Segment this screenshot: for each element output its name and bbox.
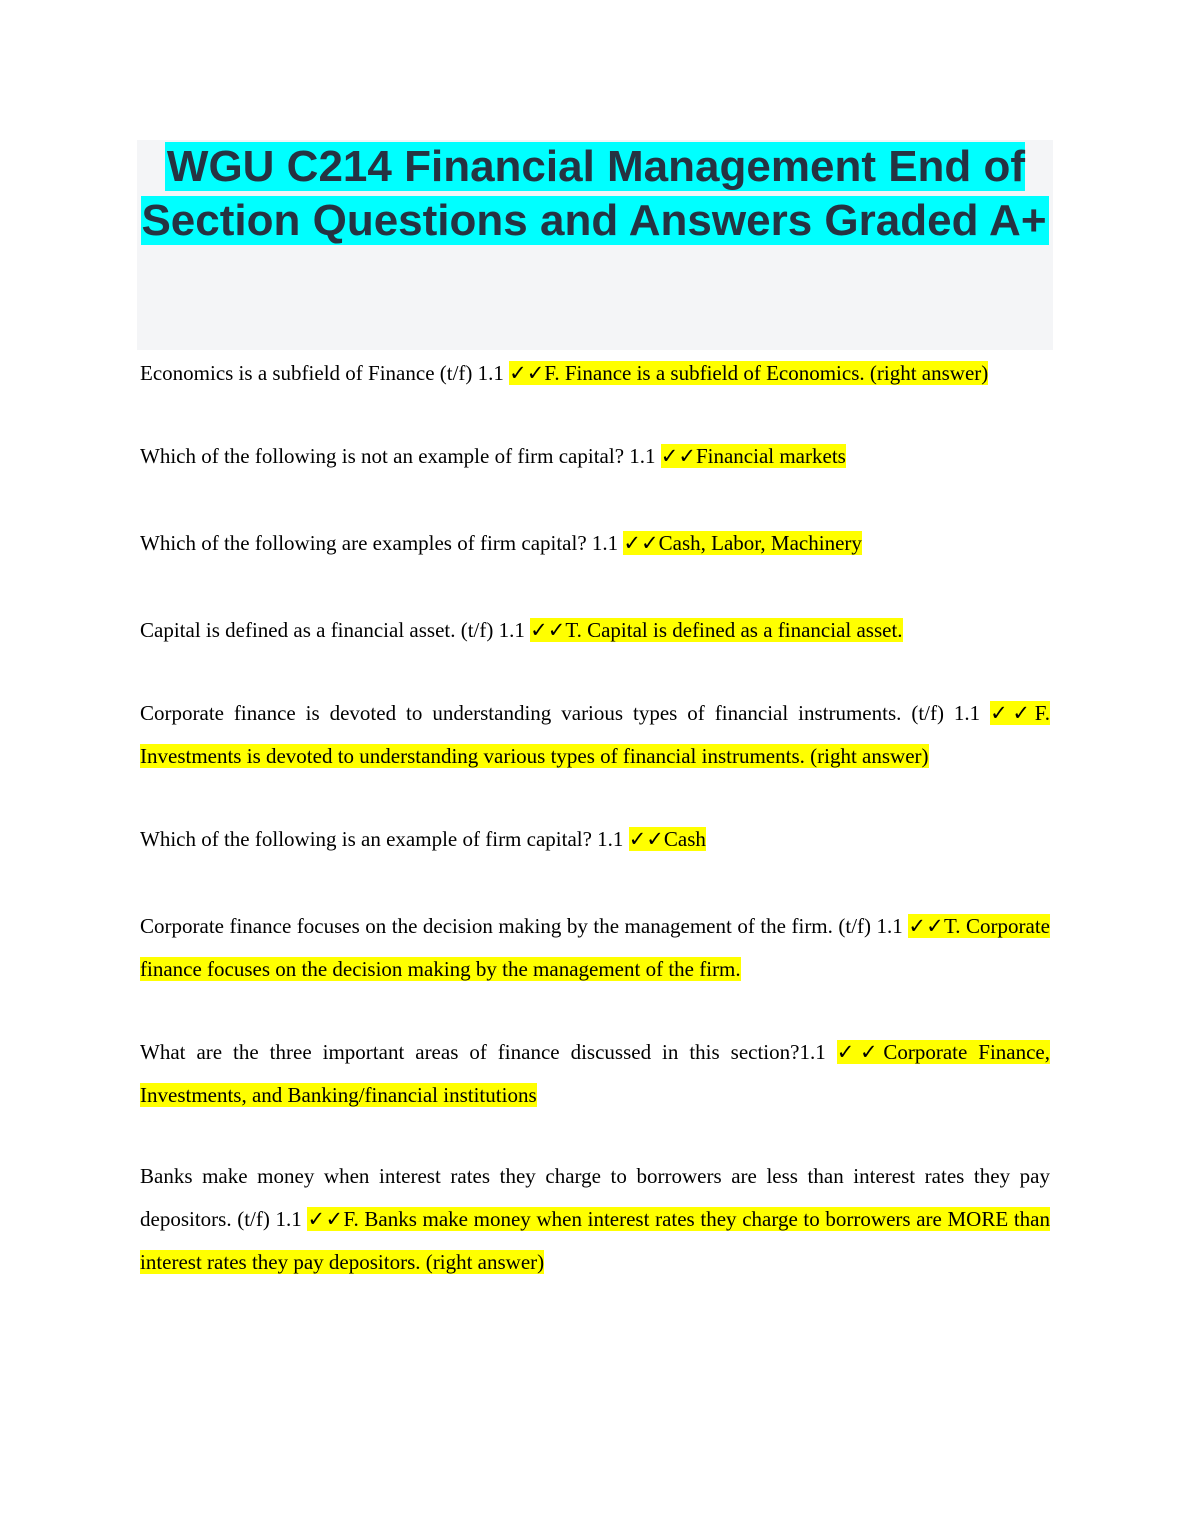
- question-text: Which of the following is not an example of firm capital? 1.1: [140, 444, 661, 468]
- title-highlight: WGU C214 Financial Management End of Section Questions and Answers Graded A+: [141, 142, 1047, 245]
- answer-text: ✓✓Corporate Finance, Investments, and Banking/financial institutions: [140, 1040, 1050, 1107]
- answer-text: ✓✓Financial markets: [660, 444, 846, 468]
- answer-text: ✓✓Cash: [628, 827, 706, 851]
- qa-list: [140, 352, 1050, 1284]
- question-text: Which of the following is an example of firm capital? 1.1: [140, 827, 629, 851]
- qa-item: [140, 692, 1050, 778]
- question-text: Which of the following are examples of firm capital? 1.1: [140, 531, 624, 555]
- question-text: What are the three important areas of finance discussed in this section?1.1: [140, 1040, 837, 1064]
- question-text: Economics is a subfield of Finance (t/f) 1.1: [140, 361, 510, 385]
- answer-text: ✓✓F. Investments is devoted to understanding various types of financial instruments. (right answer): [140, 701, 1050, 768]
- qa-item: [140, 905, 1050, 991]
- answer-text: ✓✓F. Banks make money when interest rates they charge to borrowers are MORE than interest rates they pay depositors. (right answer): [140, 1207, 1050, 1274]
- question-text: Banks make money when interest rates they charge to borrowers are less than interest rates they pay depositors. (t/f) 1.1: [140, 1164, 1050, 1231]
- answer-text: ✓✓F. Finance is a subfield of Economics. (right answer): [509, 361, 989, 385]
- title-block: [137, 140, 1053, 350]
- document-title: [137, 140, 1053, 248]
- qa-item: [140, 435, 1050, 478]
- answer-text: ✓✓T. Corporate finance focuses on the decision making by the management of the firm.: [140, 914, 1051, 981]
- qa-item: [140, 352, 1050, 395]
- answer-text: ✓✓Cash, Labor, Machinery: [623, 531, 862, 555]
- qa-item: [140, 522, 1050, 565]
- question-text: Capital is defined as a financial asset. (t/f) 1.1: [140, 618, 531, 642]
- question-text: Corporate finance is devoted to understanding various types of financial instruments. (t/f) 1.1: [140, 701, 991, 725]
- qa-item: [140, 1155, 1050, 1284]
- qa-item: [140, 818, 1050, 861]
- answer-text: ✓✓T. Capital is defined as a financial asset.: [530, 618, 903, 642]
- qa-item: [140, 609, 1050, 652]
- qa-item: [140, 1031, 1050, 1117]
- question-text: Corporate finance focuses on the decision making by the management of the firm. (t/f) 1.1: [140, 914, 909, 938]
